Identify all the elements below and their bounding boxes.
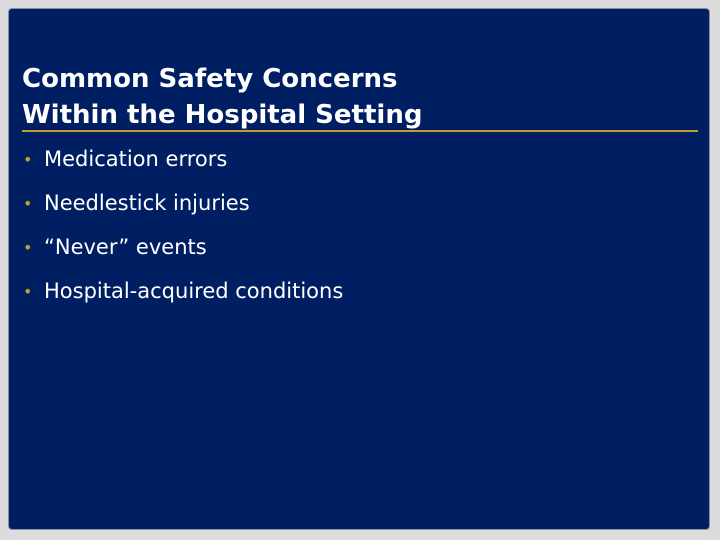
slide-title-line-1: Common Safety Concerns [22,64,398,94]
bullet-item [23,225,343,269]
bullet-dot-icon: • [23,237,33,257]
slide-title [22,61,702,133]
bullet-item [23,269,343,313]
bullet-list [23,137,343,313]
bullet-text: Medication errors [44,147,228,171]
slide [8,8,710,530]
bullet-text: Needlestick injuries [44,191,250,215]
bullet-dot-icon: • [23,281,33,301]
bullet-item [23,137,343,181]
bullet-item [23,181,343,225]
slide-title-line-2: Within the Hospital Setting [22,100,423,130]
title-underline [22,130,698,132]
bullet-dot-icon: • [23,149,33,169]
bullet-dot-icon: • [23,193,33,213]
bullet-text: Hospital-acquired conditions [44,279,344,303]
bullet-text: “Never” events [44,235,207,259]
